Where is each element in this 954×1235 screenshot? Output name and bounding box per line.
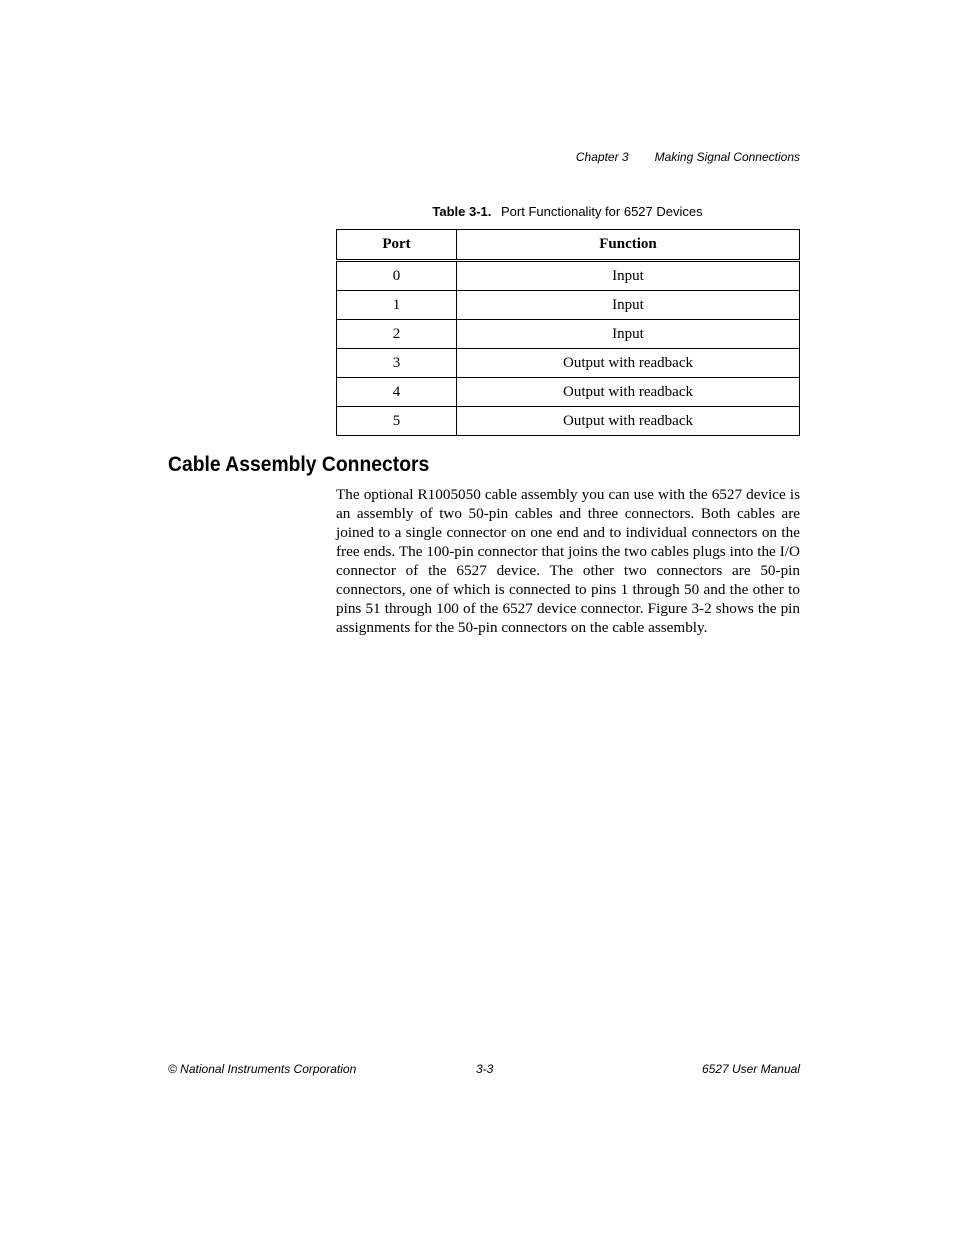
table-row [337, 261, 800, 291]
page-header [576, 150, 800, 164]
table-header-row [337, 230, 800, 261]
footer-page-number: 3-3 [476, 1062, 494, 1076]
function-cell: Output with readback [457, 349, 800, 378]
function-cell: Input [457, 320, 800, 349]
function-cell: Output with readback [457, 407, 800, 436]
table-row [337, 320, 800, 349]
function-cell: Output with readback [457, 378, 800, 407]
port-cell: 2 [337, 320, 457, 349]
table-row [337, 291, 800, 320]
table-row [337, 378, 800, 407]
table-caption-label: Table 3-1. [432, 204, 492, 219]
function-cell: Input [457, 291, 800, 320]
footer-copyright: © National Instruments Corporation [168, 1062, 357, 1076]
header-chapter: Chapter 3 [575, 150, 629, 164]
port-cell: 1 [337, 291, 457, 320]
function-cell: Input [457, 261, 800, 291]
table-row [337, 407, 800, 436]
table-caption-title: Port Functionality for 6527 Devices [501, 204, 703, 219]
header-section: Making Signal Connections [654, 150, 800, 164]
port-cell: 5 [337, 407, 457, 436]
port-cell: 0 [337, 261, 457, 291]
port-functionality-table [336, 229, 800, 436]
port-cell: 3 [337, 349, 457, 378]
section-heading: Cable Assembly Connectors [168, 453, 430, 476]
port-cell: 4 [337, 378, 457, 407]
table-caption [336, 204, 799, 219]
column-header-function: Function [457, 230, 800, 261]
footer-manual-title: 6527 User Manual [701, 1062, 800, 1076]
column-header-port: Port [337, 230, 457, 261]
section-body-paragraph: The optional R1005050 cable assembly you can use with the 6527 device is an assembly of two 50-pin cables and three connectors. Both cables are joined to a single connector on one end and to individual connectors on the free ends. The 100-pin connector that joins the two cables plugs into the I/O connector of the 6527 device. The other two connectors are 50-pin connectors, one of which is connected to pins 1 through 50 and the other to pins 51 through 100 of the 6527 device connector. Figure 3-2 shows the pin assignments for the 50-pin connectors on the cable assembly. [336, 486, 800, 636]
page-footer [168, 1062, 800, 1078]
table-row [337, 349, 800, 378]
